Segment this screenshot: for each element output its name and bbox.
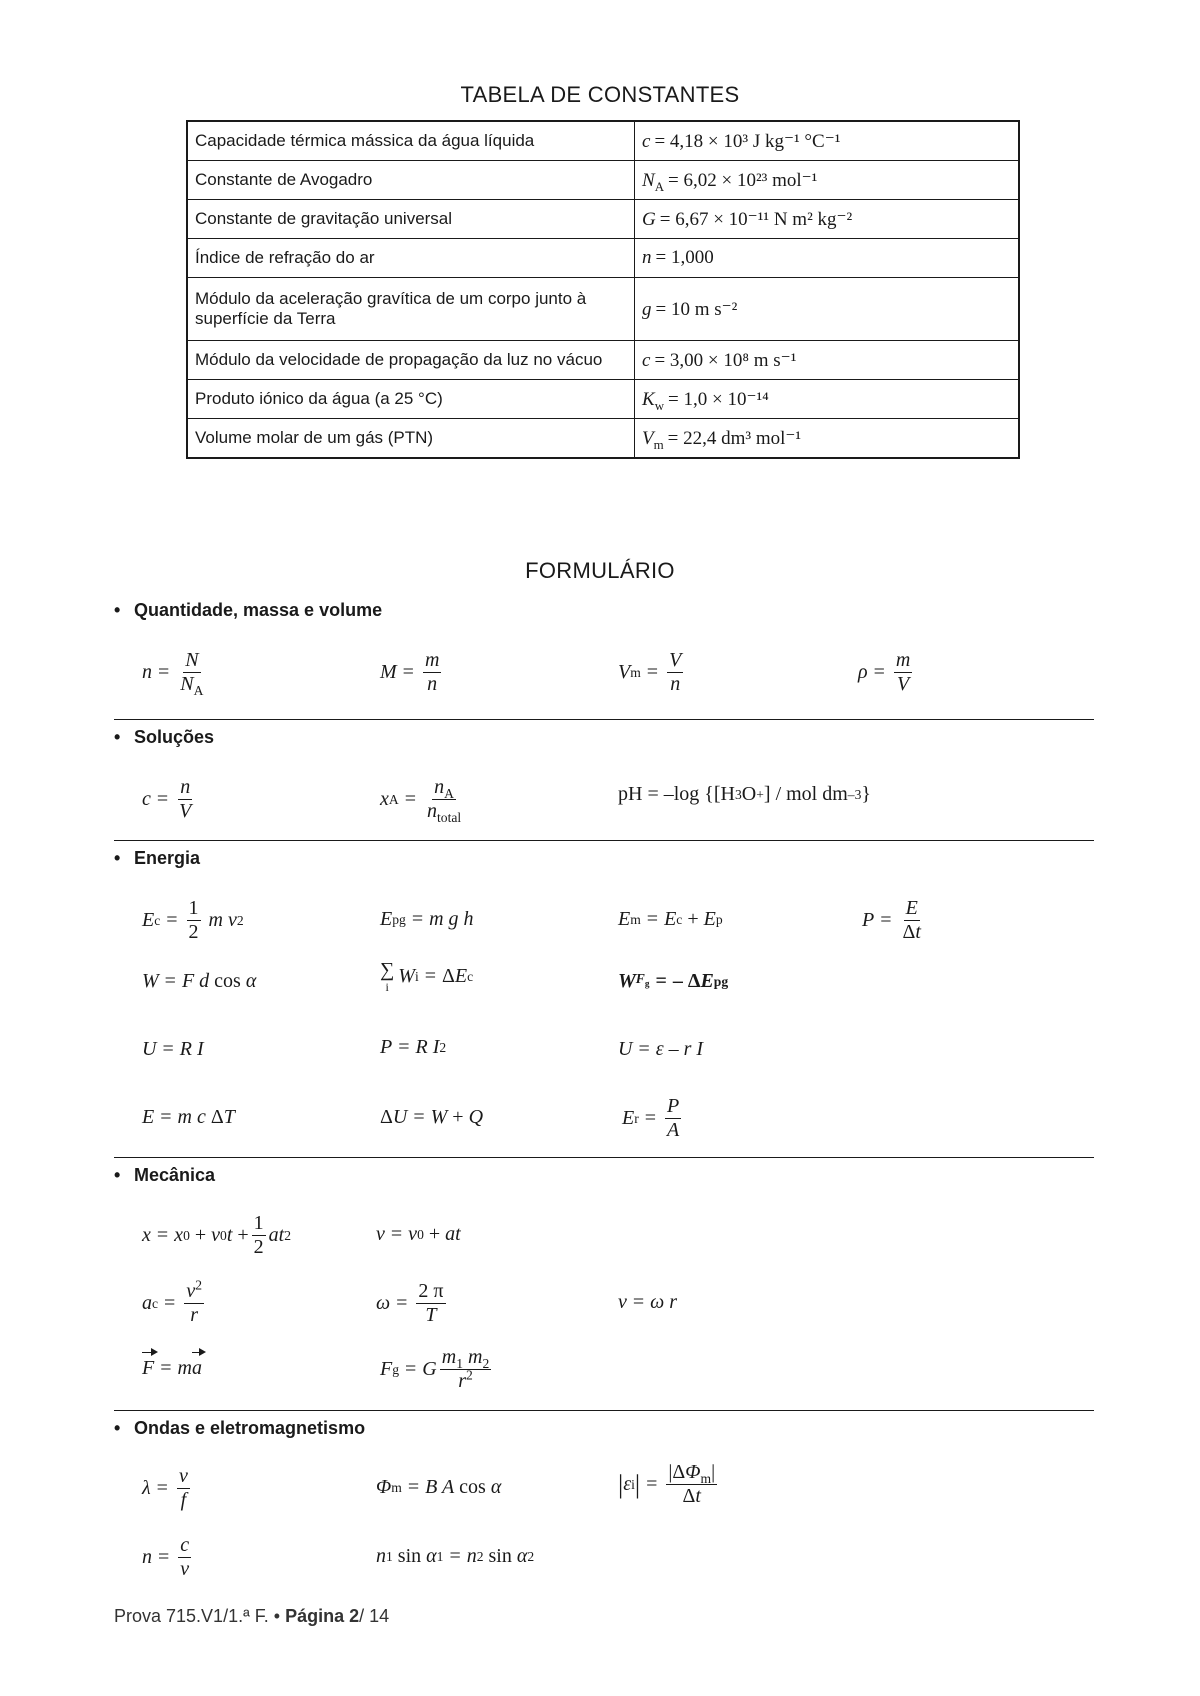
constant-name: Capacidade térmica mássica da água líquida bbox=[187, 121, 635, 161]
section-waves-em: • Ondas e eletromagnetismo bbox=[114, 1418, 366, 1438]
formula-potential-energy: E pg = m g h bbox=[380, 908, 474, 930]
constant-expression: = 10 m s⁻² bbox=[655, 298, 738, 320]
constant-symbol: N bbox=[642, 169, 655, 191]
constant-name: Módulo da aceleração gravítica de um corpo junto à superfície da Terra bbox=[187, 278, 635, 341]
section-label: Ondas e eletromagnetismo bbox=[134, 1418, 366, 1438]
constant-symbol: c bbox=[642, 130, 651, 152]
formula-kinetic-energy: E c = $\frac{1}{2}$ m v 2 bbox=[142, 897, 244, 943]
constant-row bbox=[187, 121, 1019, 161]
constant-value bbox=[635, 200, 1020, 239]
constant-expression: = 1,000 bbox=[655, 247, 714, 268]
constant-row bbox=[187, 161, 1019, 200]
formula-heat: E = m c Δ T bbox=[142, 1106, 235, 1128]
formula-work: W = F d cos α bbox=[142, 970, 257, 992]
section-quantity-mass-volume: • Quantidade, massa e volume bbox=[114, 600, 383, 620]
divider bbox=[114, 840, 1094, 841]
formula-gravitation: F g = G $\frac{m_1 m_2}{r^2}$ bbox=[380, 1346, 490, 1392]
section-label: Soluções bbox=[134, 727, 215, 747]
constant-symbol: G bbox=[642, 208, 656, 230]
constant-name: Índice de refração do ar bbox=[187, 239, 635, 278]
formula-irradiance: E r = $\frac{P}{A}$ bbox=[622, 1095, 680, 1141]
formula-snell: n 1 sin α 1 = n 2 sin α 2 bbox=[376, 1545, 535, 1567]
section-label: Energia bbox=[134, 848, 201, 868]
constant-symbol-subscript: m bbox=[653, 436, 664, 452]
formula-newton: F = m a bbox=[142, 1357, 202, 1379]
constant-row bbox=[187, 200, 1019, 239]
constant-name: Constante de Avogadro bbox=[187, 161, 635, 200]
formula-amount: n = $\frac{N}{N_A}$ bbox=[142, 649, 204, 698]
constant-value bbox=[635, 419, 1020, 459]
constant-symbol: n bbox=[642, 247, 652, 268]
formula-power: P = $\frac{E}{\Delta t}$ bbox=[862, 897, 921, 943]
constant-name: Constante de gravitação universal bbox=[187, 200, 635, 239]
constant-symbol-subscript: w bbox=[654, 397, 665, 413]
footer-page-total: / 14 bbox=[359, 1606, 390, 1626]
page-footer bbox=[114, 1606, 389, 1627]
constant-value bbox=[635, 380, 1020, 419]
formula-concentration: c = $\frac{n}{V}$ bbox=[142, 776, 192, 822]
formula-molar-fraction: x A = $\frac{n_A}{n_{total}}$ bbox=[380, 776, 462, 825]
formula-ph: pH = –log {[H 3 O + ] / mol dm –3 } bbox=[618, 783, 871, 805]
formula-wavelength: λ = $\frac{v}{f}$ bbox=[142, 1465, 188, 1511]
footer-page-number: Página 2 bbox=[285, 1606, 360, 1626]
constant-expression: = 4,18 × 10³ J kg⁻¹ °C⁻¹ bbox=[654, 130, 841, 152]
formula-position: x = x 0 + v 0 t + $\frac{1}{2}$ at 2 bbox=[142, 1212, 292, 1258]
formula-molar-mass: M = $\frac{m}{n}$ bbox=[380, 649, 440, 695]
formula-centripetal: a c = $\frac{v^2}{r}$ bbox=[142, 1277, 203, 1326]
constant-row bbox=[187, 419, 1019, 459]
formula-angular-velocity: ω = $\frac{2 \pi}{T}$ bbox=[376, 1280, 444, 1326]
formula-ohm: U = R I bbox=[142, 1038, 204, 1060]
constant-symbol: K bbox=[642, 388, 655, 410]
formula-molar-volume: V m = $\frac{V}{n}$ bbox=[618, 649, 682, 695]
constant-symbol-subscript: A bbox=[654, 178, 665, 194]
constant-expression: = 3,00 × 10⁸ m s⁻¹ bbox=[654, 349, 797, 371]
constant-row bbox=[187, 239, 1019, 278]
constant-symbol: c bbox=[642, 349, 651, 371]
section-mechanics: • Mecânica bbox=[114, 1165, 216, 1185]
formula-density: ρ = $\frac{m}{V}$ bbox=[858, 649, 911, 695]
divider bbox=[114, 1157, 1094, 1158]
constant-value bbox=[635, 341, 1020, 380]
constant-value bbox=[635, 278, 1020, 341]
formula-gravity-work: W $F_g$ = – Δ E pg bbox=[618, 970, 729, 992]
formula-joule-power: P = R I 2 bbox=[380, 1036, 447, 1058]
section-label: Quantidade, massa e volume bbox=[134, 600, 383, 620]
formula-refractive-index: n = $\frac{c}{v}$ bbox=[142, 1534, 190, 1580]
section-energy: • Energia bbox=[114, 848, 201, 868]
formula-emf: U = ε – r I bbox=[618, 1038, 704, 1060]
constant-row bbox=[187, 341, 1019, 380]
constant-expression: = 22,4 dm³ mol⁻¹ bbox=[667, 427, 802, 449]
constants-table-title: TABELA DE CONSTANTES bbox=[460, 82, 740, 107]
constant-expression: = 1,0 × 10⁻¹⁴ bbox=[668, 388, 769, 410]
constant-value bbox=[635, 239, 1020, 278]
constants-table bbox=[186, 120, 1020, 459]
footer-exam-code: Prova 715.V1/1.ª F. • bbox=[114, 1606, 281, 1626]
constant-symbol: V bbox=[642, 427, 654, 449]
divider bbox=[114, 719, 1094, 720]
constant-name: Produto iónico da água (a 25 °C) bbox=[187, 380, 635, 419]
constant-name: Módulo da velocidade de propagação da luz no vácuo bbox=[187, 341, 635, 380]
constant-name: Volume molar de um gás (PTN) bbox=[187, 419, 635, 459]
constant-expression: = 6,67 × 10⁻¹¹ N m² kg⁻² bbox=[659, 208, 853, 230]
formula-faraday: | ε i | = $\frac{|\Delta\Phi_m|}{\Delta t}$ bbox=[618, 1461, 716, 1507]
formula-linear-velocity: v = ω r bbox=[618, 1291, 678, 1313]
constant-row bbox=[187, 380, 1019, 419]
constant-symbol: g bbox=[642, 298, 652, 320]
constant-value bbox=[635, 121, 1020, 161]
divider bbox=[114, 1410, 1094, 1411]
constant-row bbox=[187, 278, 1019, 341]
formulary-title: FORMULÁRIO bbox=[525, 558, 675, 583]
formula-first-law: Δ U = W + Q bbox=[380, 1106, 484, 1128]
section-label: Mecânica bbox=[134, 1165, 216, 1185]
section-solutions: • Soluções bbox=[114, 727, 215, 747]
formula-mechanical-energy: E m = E c + E p bbox=[618, 908, 723, 930]
formula-magnetic-flux: Φ m = B A cos α bbox=[376, 1476, 502, 1498]
formula-work-energy-theorem: ∑ i W i = Δ E c bbox=[380, 959, 474, 994]
constant-value bbox=[635, 161, 1020, 200]
formula-velocity: v = v 0 + at bbox=[376, 1223, 461, 1245]
constant-expression: = 6,02 × 10²³ mol⁻¹ bbox=[668, 169, 818, 191]
